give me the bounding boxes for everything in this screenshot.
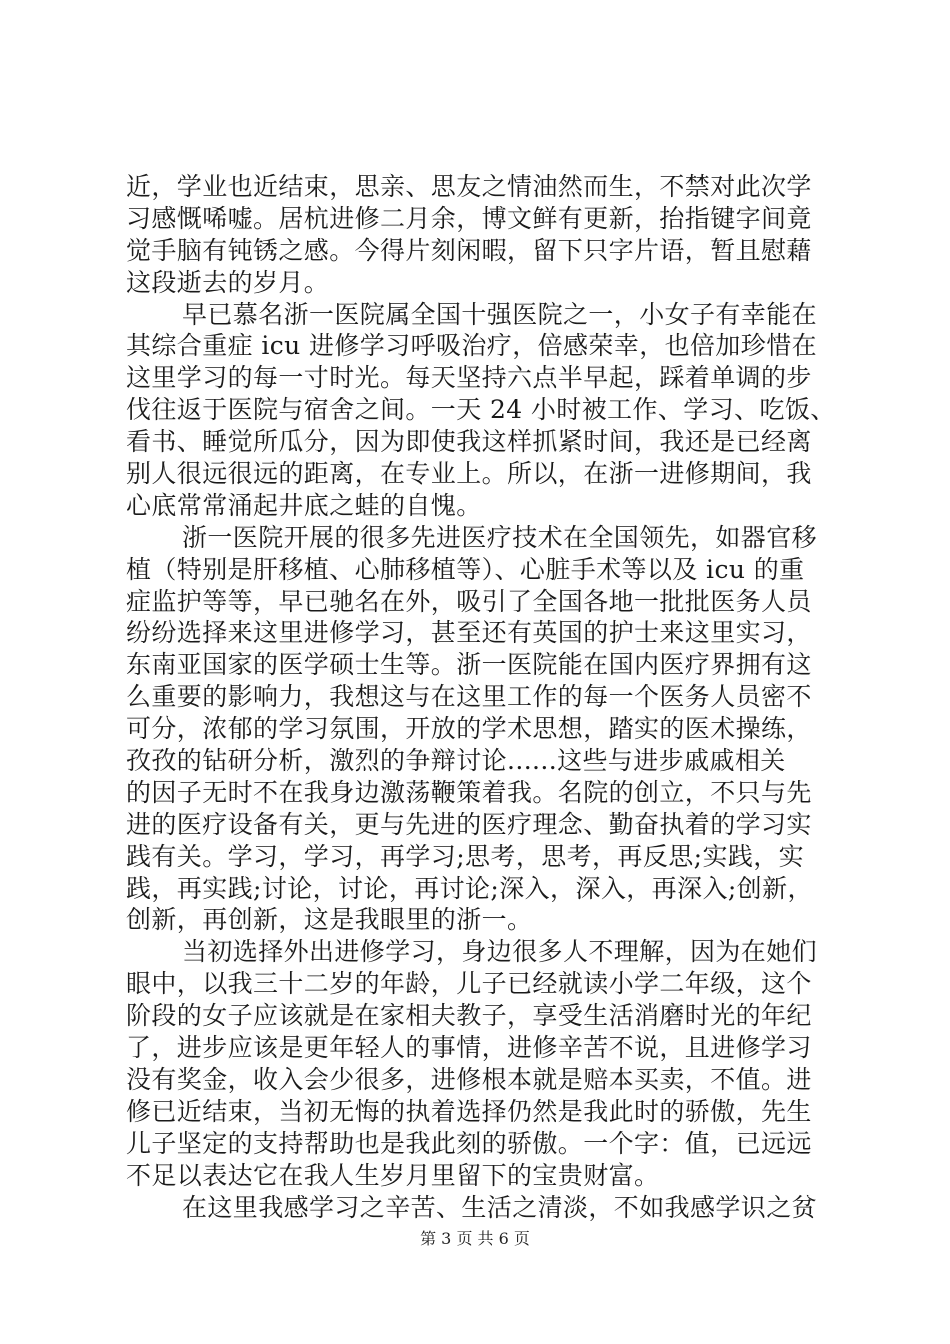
text-line: 觉手脑有钝锈之感。今得片刻闲暇，留下只字片语，暂且慰藉 — [126, 235, 812, 265]
text-line: 近，学业也近结束，思亲、思友之情油然而生，不禁对此次学 — [126, 172, 812, 201]
text-line: 进的医疗设备有关，更与先进的医疗理念、勤奋执着的学习实 — [126, 809, 812, 839]
text-line: 不足以表达它在我人生岁月里留下的宝贵财富。 — [126, 1160, 660, 1190]
text-line: 孜孜的钻研分析，激烈的争辩讨论......这些与进步戚戚相关 — [126, 746, 786, 776]
text-line: 症监护等等，早已驰名在外，吸引了全国各地一批批医务人员 — [126, 586, 812, 616]
text-line: 了，进步应该是更年轻人的事情，进修辛苦不说，且进修学习 — [126, 1033, 812, 1063]
text-line: 可分，浓郁的学习氛围，开放的学术思想，踏实的医术操练， — [126, 714, 812, 744]
text-line: 习感慨唏嘘。居杭进修二月余，博文鲜有更新，抬指键字间竟 — [126, 203, 812, 233]
text-line: 么重要的影响力，我想这与在这里工作的每一个医务人员密不 — [126, 682, 812, 712]
page-footer: 第 3 页 共 6 页 — [420, 1229, 530, 1248]
text-line: 心底常常涌起井底之蛙的自愧。 — [126, 490, 482, 520]
text-line: 这里学习的每一寸时光。每天坚持六点半早起，踩着单调的步 — [126, 363, 812, 393]
text-line: 修已近结束，当初无悔的执着选择仍然是我此时的骄傲，先生 — [126, 1096, 812, 1126]
text-line: 践有关。学习，学习，再学习;思考，思考，再反思;实践，实 — [126, 841, 805, 871]
text-line: 没有奖金，收入会少很多，进修根本就是赔本买卖，不值。进 — [126, 1064, 812, 1094]
text-line: 创新，再创新，这是我眼里的浙一。 — [126, 905, 533, 935]
text-line: 别人很远很远的距离，在专业上。所以，在浙一进修期间，我 — [126, 459, 812, 489]
paragraph-first-line: 当初选择外出进修学习，身边很多人不理解，因为在她们 — [182, 937, 818, 967]
text-line: 植（特别是肝移植、心肺移植等）、心脏手术等以及 icu 的重 — [126, 554, 805, 584]
paragraph-first-line: 在这里我感学习之辛苦、生活之清淡，不如我感学识之贫 — [182, 1192, 818, 1222]
text-line: 践，再实践;讨论，讨论，再讨论;深入，深入，再深入;创新， — [126, 873, 813, 903]
text-line: 阶段的女子应该就是在家相夫教子，享受生活消磨时光的年纪 — [126, 1001, 812, 1031]
text-line: 东南亚国家的医学硕士生等。浙一医院能在国内医疗界拥有这 — [126, 650, 812, 680]
paragraph-first-line: 早已慕名浙一医院属全国十强医院之一，小女子有幸能在 — [182, 299, 818, 329]
text-line: 眼中，以我三十二岁的年龄，儿子已经就读小学二年级，这个 — [126, 969, 812, 999]
text-line: 其综合重症 icu 进修学习呼吸治疗，倍感荣幸，也倍加珍惜在 — [126, 331, 817, 361]
document-body — [126, 171, 836, 1223]
text-line: 儿子坚定的支持帮助也是我此刻的骄傲。一个字：值，已远远 — [126, 1128, 812, 1158]
text-line: 纷纷选择来这里进修学习，甚至还有英国的护士来这里实习， — [126, 618, 812, 648]
paragraph-first-line: 浙一医院开展的很多先进医疗技术在全国领先，如器官移 — [182, 522, 818, 552]
text-line: 看书、睡觉所瓜分，因为即使我这样抓紧时间，我还是已经离 — [126, 427, 812, 457]
text-line: 伐往返于医院与宿舍之间。一天 24 小时被工作、学习、吃饭、 — [126, 395, 836, 425]
text-line: 的因子无时不在我身边激荡鞭策着我。名院的创立，不只与先 — [126, 777, 812, 807]
text-line: 这段逝去的岁月。 — [126, 267, 330, 297]
